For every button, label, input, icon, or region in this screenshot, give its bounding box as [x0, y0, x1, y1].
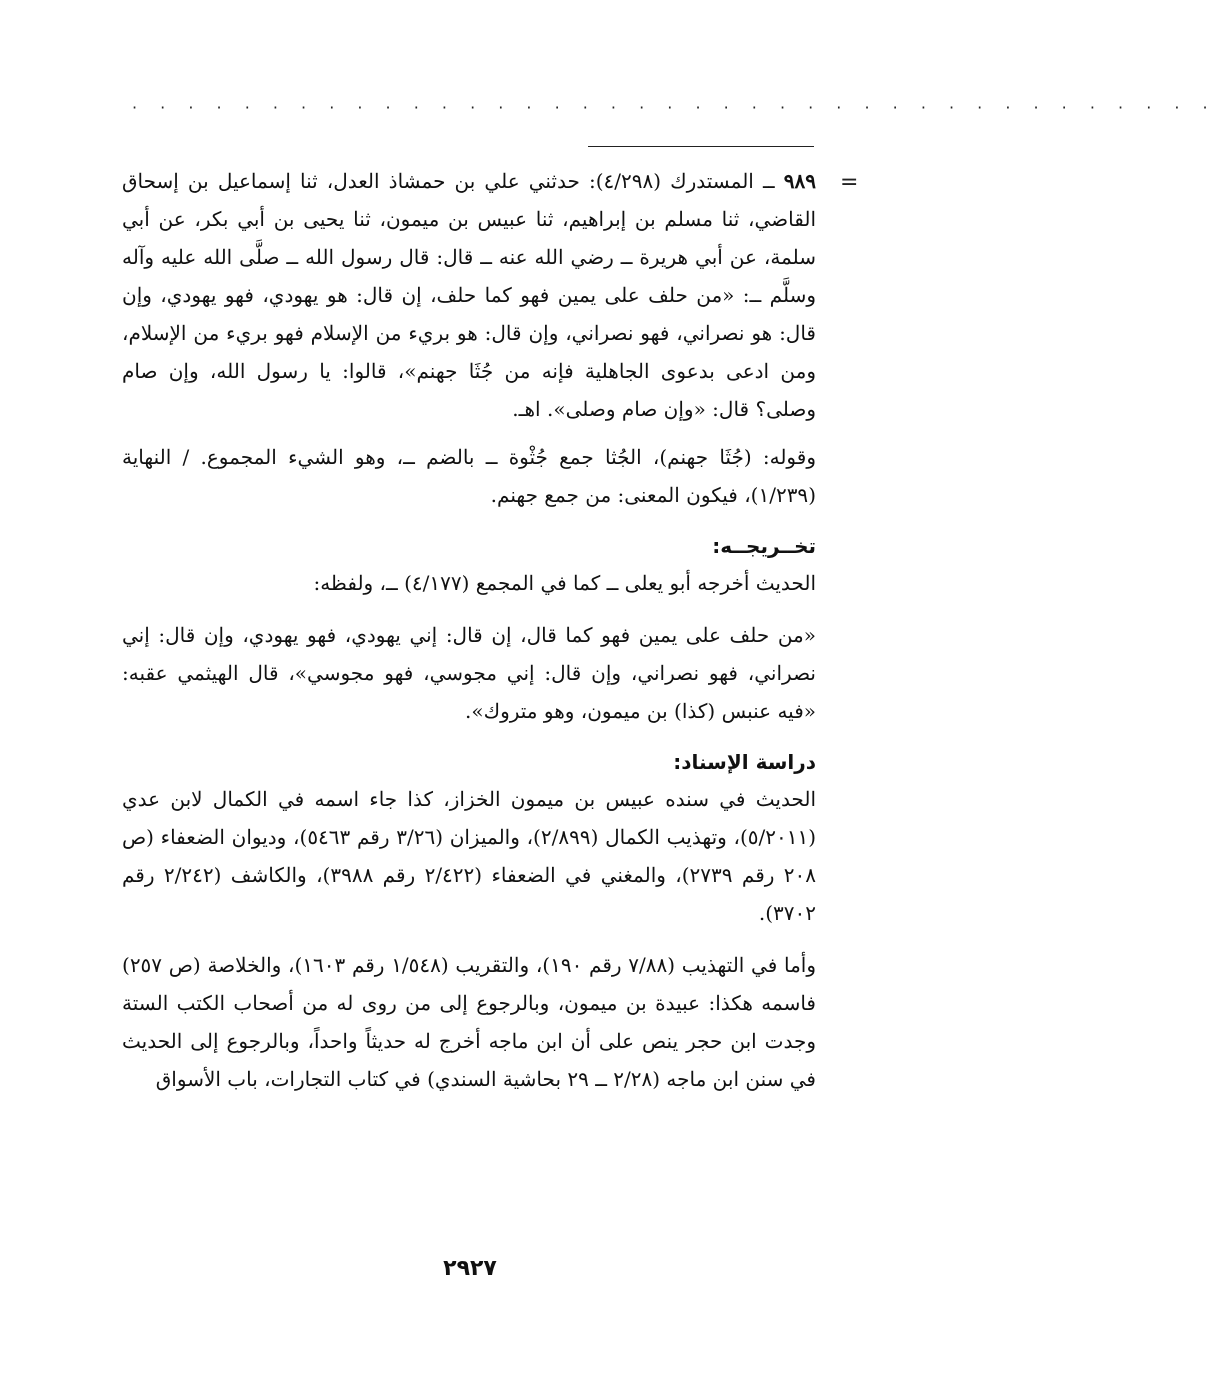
dotted-separator: · · · · · · · · · · · · · · · · · · · · · · · · · · · · · · · · · · · · · · · — [132, 98, 1217, 117]
takhrij-heading: تخــريجــه: — [712, 534, 816, 558]
hadith-entry — [122, 162, 816, 428]
takhrij-quote: «من حلف على يمين فهو كما قال، إن قال: إني يهودي، فهو يهودي، وإن قال: إني نصراني، فهو نصراني، وإن قال: إني مجوسي، فهو مجوسي»، قال الهيثمي عقبه: «فيه عنبس (كذا) بن ميمون، وهو متروك». — [122, 623, 816, 723]
page-body — [122, 162, 816, 1098]
isnad-study-heading: دراسة الإسناد: — [673, 750, 816, 774]
footnote-rule — [588, 146, 814, 147]
isnad-paragraph-2: وأما في التهذيب (٧/٨٨ رقم ١٩٠)، والتقريب (١/٥٤٨ رقم ١٦٠٣)، والخلاصة (ص ٢٥٧) فاسمه هكذا: عبيدة بن ميمون، وبالرجوع إلى من روى له من أصحاب الكتب الستة وجدت ابن حجر ينص على أن ابن ماجه أخرج له حديثاً واحداً، وبالرجوع إلى الحديث في سنن ابن ماجه (٢/٢٨ ــ ٢٩ بحاشية السندي) في كتاب التجارات، باب الأسواق — [122, 953, 817, 1091]
continuation-mark: = — [840, 170, 859, 195]
word-explanation: وقوله: (جُثَا جهنم)، الجُثا جمع جُثْوة ــ بالضم ــ، وهو الشيء المجموع. / النهاية (١/٢٣٩)، فيكون المعنى: من جمع جهنم. — [122, 445, 816, 507]
isnad-paragraph-1: الحديث في سنده عبيس بن ميمون الخزاز، كذا جاء اسمه في الكمال لابن عدي (٥/٢٠١١)، وتهذيب الكمال (٢/٨٩٩)، والميزان (٣/٢٦ رقم ٥٤٦٣)، وديوان الضعفاء (ص ٢٠٨ رقم ٢٧٣٩)، والمغني في الضعفاء (٢/٤٢٢ رقم ٣٩٨٨)، والكاشف (٢/٢٤٢ رقم ٣٧٠٢). — [122, 787, 817, 925]
page-number: ٢٩٢٧ — [443, 1256, 497, 1281]
entry-text: ــ المستدرك (٤/٢٩٨): حدثني علي بن حمشاذ العدل، ثنا إسماعيل بن إسحاق القاضي، ثنا مسلم بن إبراهيم، ثنا عبيس بن ميمون، ثنا يحيى بن أبي بكر، عن أبي سلمة، عن أبي هريرة ــ رضي الله عنه ــ قال: قال رسول الله ــ صلَّى الله عليه وآله وسلَّم ــ: «من حلف على يمين فهو كما حلف، إن قال: هو يهودي، فهو يهودي، وإن قال: هو نصراني، فهو نصراني، وإن قال: هو بريء من الإسلام فهو بريء من الإسلام، ومن ادعى بدعوى الجاهلية فإنه من جُثَا جهنم»، قالوا: يا رسول الله، وإن صام وصلى؟ قال: «وإن صام وصلى». اهـ. — [122, 169, 816, 421]
takhrij-intro: الحديث أخرجه أبو يعلى ــ كما في المجمع (٤/١٧٧) ــ، ولفظه: — [313, 571, 816, 595]
entry-number: ٩٨٩ — [783, 169, 816, 193]
